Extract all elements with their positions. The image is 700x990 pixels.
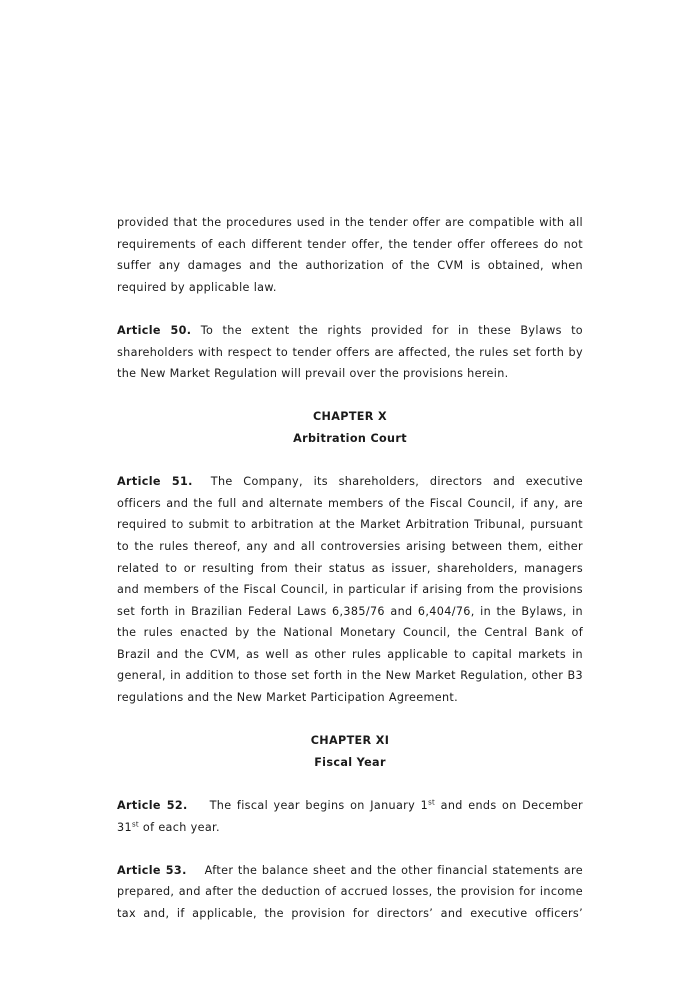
chapter-10-title: Arbitration Court — [293, 431, 407, 445]
article-50 — [117, 320, 583, 385]
chapter-11-number: CHAPTER XI — [310, 734, 390, 748]
spacer — [117, 450, 583, 472]
article-52-text-b: and ends on December 31 — [117, 799, 583, 834]
article-52-text-a: The fiscal year begins on January 1 — [209, 799, 429, 813]
article-50-label: Article 50. — [117, 323, 192, 337]
spacer — [117, 385, 583, 407]
spacer — [117, 773, 583, 795]
chapter-10-number: CHAPTER X — [313, 410, 387, 424]
article-52 — [117, 795, 583, 838]
article-52-label: Article 52. — [117, 799, 188, 813]
spacer — [117, 838, 583, 860]
spacer — [117, 709, 583, 731]
article-53-label: Article 53. — [117, 863, 187, 877]
spacer — [117, 298, 583, 320]
chapter-11-title: Fiscal Year — [314, 755, 386, 769]
article-52-sup-a: st — [428, 798, 436, 807]
article-51-label: Article 51. — [117, 475, 193, 489]
article-53-text: After the balance sheet and the other financial statements are prepared, and after the deduction of accrued losses, the provision for income tax and, if applicable, the provision for directors’ and executive officers’ — [117, 863, 583, 920]
article-51-text: The Company, its shareholders, directors and executive officers and the full and alternate members of the Fiscal Council, if any, are required to submit to arbitration at the Market Arbitration Tribunal, pursuant to the rules thereof, any and all controversies arising between them, either related to or resulting from their status as issuer, shareholders, managers and members of the Fiscal Council, in particular if arising from the provisions set forth in Brazilian Federal Laws 6,385/76 and 6,404/76, in the Bylaws, in the rules enacted by the National Monetary Council, the Central Bank of Brazil and the CVM, as well as other rules applicable to capital markets in general, in addition to those set forth in the New Market Regulation, other B3 regulations and the New Market Participation Agreement. — [117, 475, 583, 705]
paragraph-continuation: provided that the procedures used in the tender offer are compatible with all requirements of each different tender offer, the tender offer offerees do not suffer any damages and the authorization of the CVM is obtained, when required by applicable law. — [117, 216, 583, 294]
article-53 — [117, 860, 583, 925]
article-52-sup-b: st — [131, 819, 140, 828]
article-51 — [117, 471, 583, 709]
article-52-text-c: of each year. — [139, 820, 220, 834]
article-50-text: To the extent the rights provided for in these Bylaws to shareholders with respect to tender offers are affected, the rules set forth by the New Market Regulation will prevail over the provisions herein. — [117, 323, 584, 381]
document-page — [117, 212, 583, 925]
